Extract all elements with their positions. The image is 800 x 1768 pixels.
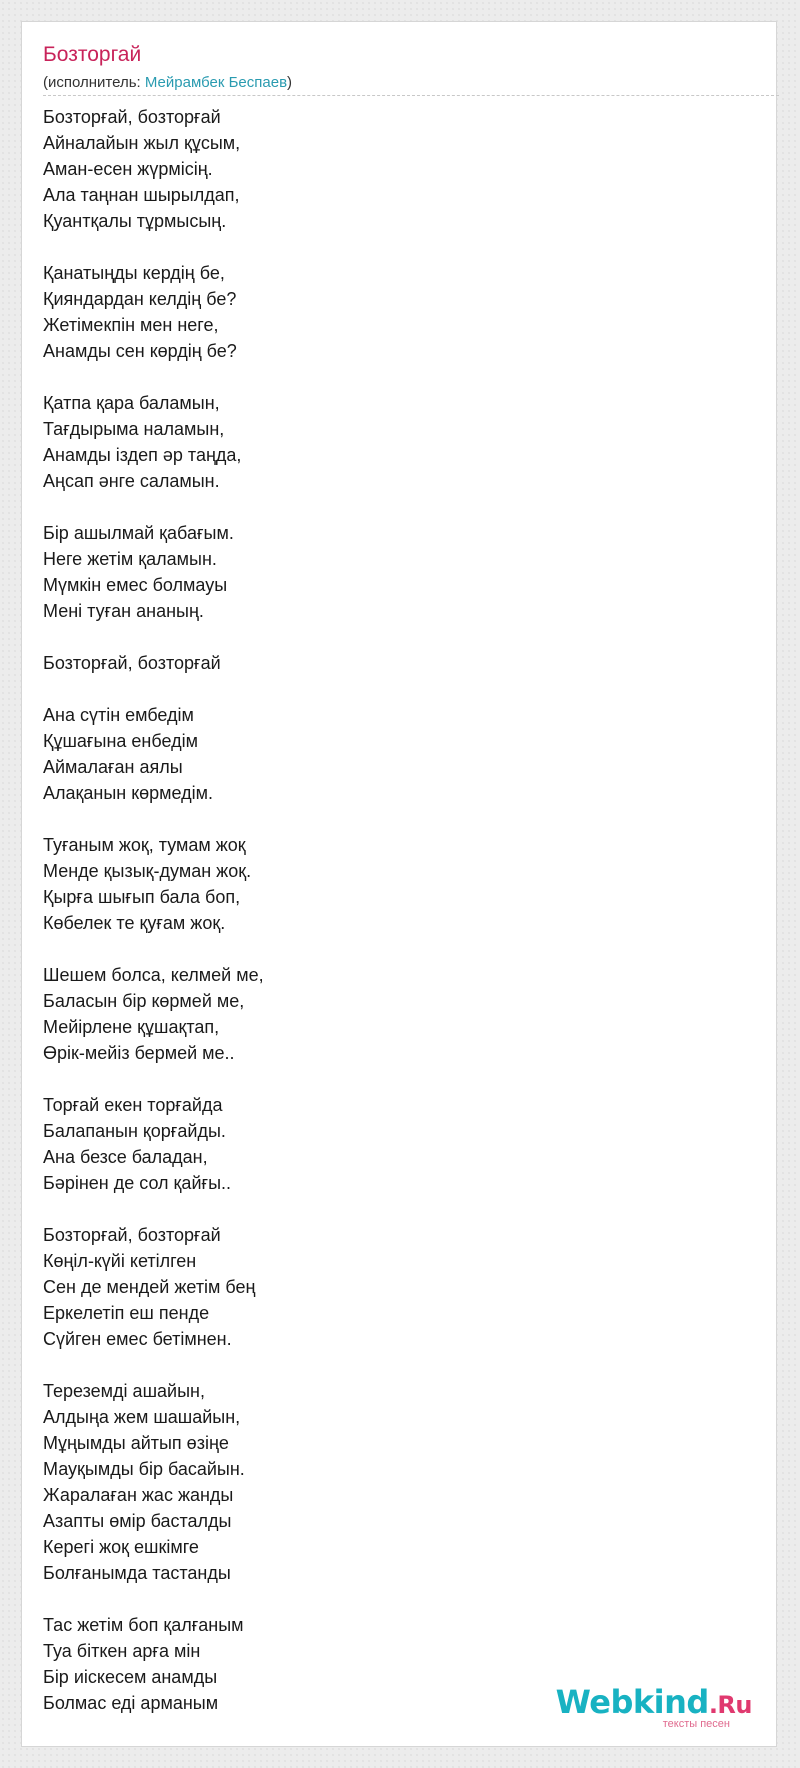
lyric-line: Өрік-мейіз бермей ме.. xyxy=(43,1043,235,1063)
lyric-line: Аман-есен жүрмісің. xyxy=(43,159,213,179)
lyric-line: Құшағына енбедім xyxy=(43,731,198,751)
lyrics-stanza xyxy=(43,832,264,936)
lyrics-stanza xyxy=(43,650,264,676)
performer-link[interactable]: Мейрамбек Беспаев xyxy=(144,74,288,91)
logo-wordmark xyxy=(556,1685,752,1722)
lyric-line: Анамды іздеп әр таңда, xyxy=(43,445,242,465)
performer-prefix: (исполнитель: xyxy=(43,74,145,91)
lyric-line: Қияндардан келдің бе? xyxy=(43,289,237,309)
lyric-line: Шешем болса, келмей ме, xyxy=(43,965,264,985)
lyric-line: Тереземді ашайын, xyxy=(43,1381,205,1401)
logo-tld: .Ru xyxy=(708,1691,752,1719)
lyric-line: Мені туған ананың. xyxy=(43,601,204,621)
lyrics-stanza xyxy=(43,1222,264,1352)
lyric-line: Аймалаған аялы xyxy=(43,757,183,777)
lyrics-stanza xyxy=(43,260,264,364)
lyric-line: Ана безсе баладан, xyxy=(43,1147,208,1167)
lyric-line: Ала таңнан шырылдап, xyxy=(43,185,240,205)
lyric-line: Көңіл-күйі кетілген xyxy=(43,1251,197,1271)
lyric-line: Алдыңа жем шашайын, xyxy=(43,1407,241,1427)
lyrics-stanza xyxy=(43,702,264,806)
lyric-line: Жаралаған жас жанды xyxy=(43,1485,234,1505)
lyric-line: Бәрінен де сол қайғы.. xyxy=(43,1173,232,1193)
lyric-line: Болғанымда тастанды xyxy=(43,1563,231,1583)
lyric-line: Балапанын қорғайды. xyxy=(43,1121,226,1141)
lyric-line: Қанатыңды кердің бе, xyxy=(43,263,225,283)
lyric-line: Мейірлене құшақтап, xyxy=(43,1017,220,1037)
lyrics-stanza xyxy=(43,1378,264,1586)
lyric-line: Сүйген емес бетімнен. xyxy=(43,1329,232,1349)
lyric-line: Туғаным жоқ, тумам жоқ xyxy=(43,835,246,855)
song-title: Бозторгай xyxy=(43,43,142,66)
lyric-line: Айналайын жыл құсым, xyxy=(43,133,241,153)
lyrics-card xyxy=(21,21,777,1747)
lyric-line: Менде қызық-думан жоқ. xyxy=(43,861,252,881)
lyric-line: Аңсап әнге саламын. xyxy=(43,471,220,491)
lyric-line: Еркелетіп еш пенде xyxy=(43,1303,210,1323)
lyric-line: Жетімекпін мен неге, xyxy=(43,315,219,335)
lyric-line: Керегі жоқ ешкімге xyxy=(43,1537,199,1557)
lyric-line: Бозторғай, бозторғай xyxy=(43,107,221,127)
lyric-line: Баласын бір көрмей ме, xyxy=(43,991,245,1011)
performer-suffix: ) xyxy=(287,74,293,91)
lyric-line: Көбелек те қуғам жоқ. xyxy=(43,913,226,933)
lyric-line: Тағдырыма наламын, xyxy=(43,419,225,439)
lyric-line: Бозторғай, бозторғай xyxy=(43,1225,221,1245)
lyrics-stanza xyxy=(43,104,264,234)
lyric-line: Бозторғай, бозторғай xyxy=(43,653,221,673)
webkind-logo[interactable] xyxy=(556,1685,752,1730)
lyric-line: Сен де мендей жетім бең xyxy=(43,1277,256,1297)
lyrics-body xyxy=(43,104,264,1742)
lyric-line: Азапты өмір басталды xyxy=(43,1511,232,1531)
lyrics-stanza xyxy=(43,520,264,624)
lyric-line: Тас жетім боп қалғаным xyxy=(43,1615,244,1635)
lyric-line: Мүмкін емес болмауы xyxy=(43,575,228,595)
performer-line xyxy=(43,74,292,92)
lyric-line: Алақанын көрмедім. xyxy=(43,783,213,803)
lyrics-stanza xyxy=(43,1612,264,1716)
lyrics-stanza xyxy=(43,390,264,494)
lyric-line: Мұңымды айтып өзіңе xyxy=(43,1433,229,1453)
lyric-line: Анамды сен көрдің бе? xyxy=(43,341,237,361)
lyric-line: Неге жетім қаламын. xyxy=(43,549,217,569)
lyrics-stanza xyxy=(43,962,264,1066)
lyric-line: Мауқымды бір басайын. xyxy=(43,1459,245,1479)
lyric-line: Бір иіскесем анамды xyxy=(43,1667,218,1687)
lyric-line: Бір ашылмай қабағым. xyxy=(43,523,234,543)
logo-brand: Webkind xyxy=(555,1683,709,1721)
lyric-line: Болмас еді арманым xyxy=(43,1693,219,1713)
lyric-line: Қатпа қара баламын, xyxy=(43,393,220,413)
lyric-line: Қырға шығып бала боп, xyxy=(43,887,241,907)
header-divider xyxy=(43,95,779,96)
logo-tagline: тексты песен xyxy=(662,1718,730,1730)
lyrics-stanza xyxy=(43,1092,264,1196)
lyric-line: Қуантқалы тұрмысың. xyxy=(43,211,227,231)
lyric-line: Туа біткен арға мін xyxy=(43,1641,201,1661)
lyric-line: Ана сүтін ембедім xyxy=(43,705,194,725)
lyric-line: Торғай екен торғайда xyxy=(43,1095,223,1115)
